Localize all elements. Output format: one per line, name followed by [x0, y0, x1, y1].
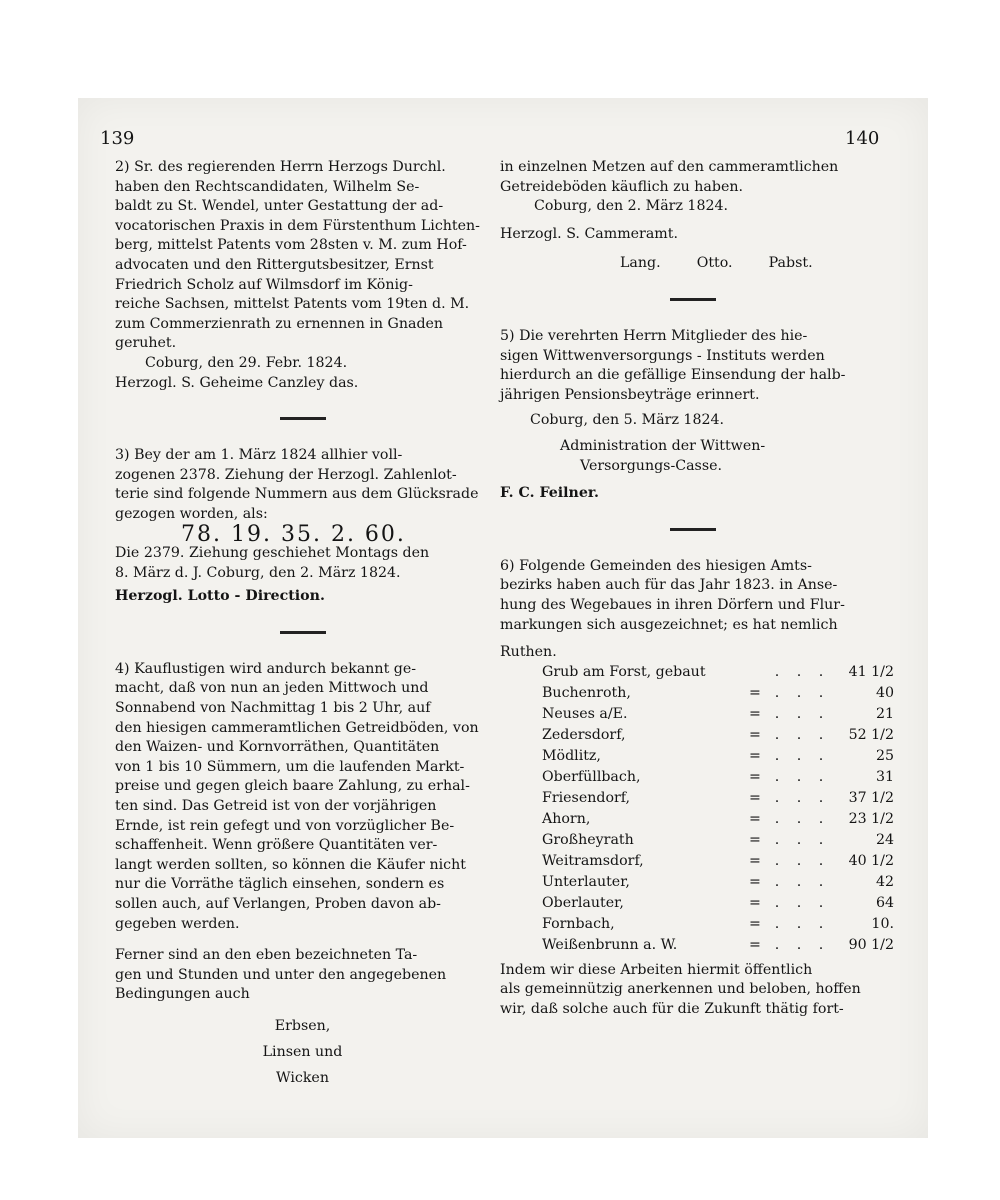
notice-4-text: 4) Kauflustigen wird andurch bekannt ge- macht, daß von nun an jeden Mittwoch und Sonnabend von Nachmittag 1 bis 2 Uhr, auf den hiesigen cammeramtlichen Getreidböden, von den Waizen- und Kornvorräthen, Quantitäten von 1 bis 10 Sümmern, um die laufenden Markt- preise und gegen gleich baare Zahlung, zu erhal- ten sind. Das Getreid ist von der vorjährigen Ernde, ist rein gefegt und von vorzüglicher Be- schaffenheit. Wenn größere Quantitäten ver- langt werden sollten, so können die Käufer nicht nur die Vorräthe täglich einsehen, sondern es sollen auch, auf Verlangen, Proben davon ab- gegeben werden. — [115, 660, 479, 932]
table-row — [542, 852, 894, 873]
notice-2-place-date: Coburg, den 29. Febr. 1824. — [145, 354, 348, 371]
leader-mark: . — [774, 727, 780, 744]
leader-mark: . — [774, 895, 780, 912]
leader-mark: . — [774, 937, 780, 954]
leader-mark — [744, 663, 766, 684]
notice-5-text: 5) Die verehrten Herrn Mitglieder des hie- sigen Wittwenversorgungs - Instituts werden hierdurch an die gefällige Einsendung der halb- jährigen Pensionsbeyträge erinnert. — [500, 327, 846, 403]
leader-mark: . — [796, 727, 802, 744]
village-ruthen-value: 90 1/2 — [848, 937, 894, 954]
leader-mark: . — [818, 811, 824, 828]
leader-mark: . — [818, 706, 824, 723]
village-ruthen-value: 42 — [875, 874, 894, 891]
villages-table — [542, 663, 894, 957]
leader-mark: . — [774, 874, 780, 891]
village-name: Ahorn, — [542, 811, 591, 828]
table-row — [542, 747, 894, 768]
table-row — [542, 789, 894, 810]
leader-mark: . — [774, 769, 780, 786]
table-row — [542, 873, 894, 894]
leader-mark: . — [796, 895, 802, 912]
leader-mark: . — [796, 748, 802, 765]
grain-item: Erbsen, — [274, 1017, 331, 1034]
section-divider — [670, 528, 716, 531]
village-name: Buchenroth, — [542, 685, 631, 702]
leader-mark: . — [774, 916, 780, 933]
village-name: Großheyrath — [542, 832, 634, 849]
village-name: Weißenbrunn a. W. — [542, 937, 678, 954]
leader-mark: . — [796, 706, 802, 723]
leader-mark: . — [774, 748, 780, 765]
leader-mark: . — [818, 727, 824, 744]
leader-mark: . — [774, 685, 780, 702]
leader-mark: . — [818, 853, 824, 870]
village-name: Unterlauter, — [542, 874, 630, 891]
notice-6-text: 6) Folgende Gemeinden des hiesigen Amts- bezirks haben auch für das Jahr 1823. in Anse- hung des Wegebaues in ihren Dörfern und Flur- markungen sich ausgezeichnet; es hat nemlich — [500, 557, 845, 633]
notice-2-signature: Herzogl. S. Geheime Canzley das. — [115, 374, 359, 391]
village-name: Mödlitz, — [542, 748, 601, 765]
village-ruthen-value: 64 — [875, 895, 894, 912]
leader-mark: = — [749, 937, 761, 954]
village-ruthen-value: 21 — [875, 706, 894, 723]
notice-2-text: 2) Sr. des regierenden Herrn Herzogs Durchl. haben den Rechtscandidaten, Wilhelm Se- baldt zu St. Wendel, unter Gestattung der ad- vocatorischen Praxis in dem Fürstenthum Lichten- berg, mittelst Patents vom 28sten v. M. zum Hof- advocaten und den Rittergutsbesitzer, Ernst Friedrich Scholz auf Wilmsdorf im König- reiche Sachsen, mittelst Patents vom 19ten d. M. zum Commerzienrath zu ernennen in Gnaden geruhet. — [115, 159, 480, 352]
village-ruthen-value: 23 1/2 — [848, 811, 894, 828]
table-row — [542, 726, 894, 747]
leader-mark: . — [818, 874, 824, 891]
notice-5-administration: Administration der Wittwen- Versorgungs-Casse. — [560, 437, 766, 474]
village-name: Neuses a/E. — [542, 706, 628, 723]
page-number-right: 140 — [845, 128, 880, 149]
village-name: Friesendorf, — [542, 790, 631, 807]
table-row — [542, 705, 894, 726]
leader-mark: . — [796, 853, 802, 870]
leader-mark: = — [749, 727, 761, 744]
table-row — [542, 768, 894, 789]
village-ruthen-value: 24 — [875, 832, 894, 849]
village-ruthen-value: 10. — [871, 916, 894, 933]
leader-mark: = — [749, 832, 761, 849]
leader-mark: . — [796, 790, 802, 807]
leader-mark: . — [818, 916, 824, 933]
leader-mark: . — [796, 769, 802, 786]
section-divider — [280, 417, 326, 420]
table-row — [542, 915, 894, 936]
village-ruthen-value: 40 1/2 — [848, 853, 894, 870]
table-row — [542, 810, 894, 831]
leader-mark: . — [796, 916, 802, 933]
leader-mark: . — [796, 937, 802, 954]
village-name: Grub am Forst, gebaut — [542, 664, 706, 681]
leader-mark: . — [796, 685, 802, 702]
leader-mark: = — [749, 916, 761, 933]
leader-mark: . — [774, 706, 780, 723]
leader-mark: = — [749, 706, 761, 723]
leader-mark: = — [749, 748, 761, 765]
leader-mark: . — [796, 832, 802, 849]
leader-mark: = — [749, 769, 761, 786]
notice-4-place-date: Coburg, den 2. März 1824. — [534, 198, 729, 215]
unit-header: Ruthen. — [500, 644, 557, 661]
village-name: Oberlauter, — [542, 895, 624, 912]
village-ruthen-value: 25 — [875, 748, 894, 765]
leader-mark: . — [818, 937, 824, 954]
leader-mark: . — [818, 664, 824, 681]
leader-mark: . — [796, 874, 802, 891]
leader-mark: . — [796, 664, 802, 681]
village-name: Fornbach, — [542, 916, 615, 933]
leader-mark: = — [749, 685, 761, 702]
leader-mark: . — [818, 748, 824, 765]
village-name: Oberfüllbach, — [542, 769, 641, 786]
notice-4-names: Lang. Otto. Pabst. — [620, 255, 813, 272]
leader-mark: . — [774, 790, 780, 807]
notice-5-place-date: Coburg, den 5. März 1824. — [530, 412, 725, 429]
page-number-left: 139 — [100, 128, 135, 149]
table-row — [542, 936, 894, 957]
leader-mark: = — [749, 874, 761, 891]
leader-mark: . — [818, 832, 824, 849]
village-ruthen-value: 41 1/2 — [848, 664, 894, 681]
notice-3-signature: Herzogl. Lotto - Direction. — [115, 588, 325, 605]
left-column — [115, 158, 490, 1091]
leader-mark: . — [796, 811, 802, 828]
leader-mark: . — [818, 769, 824, 786]
village-ruthen-value: 31 — [875, 769, 894, 786]
notice-4-further: Ferner sind an den eben bezeichneten Ta- gen und Stunden und unter den angegebenen Bedingungen auch — [115, 947, 447, 1003]
notice-3-next-draw: Die 2379. Ziehung geschiehet Montags den 8. März d. J. Coburg, den 2. März 1824. — [115, 545, 430, 581]
village-ruthen-value: 37 1/2 — [848, 790, 894, 807]
section-divider — [670, 298, 716, 301]
notice-5-signature: F. C. Feilner. — [500, 485, 599, 502]
notice-3-text: 3) Bey der am 1. März 1824 allhier voll- zogenen 2378. Ziehung der Herzogl. Zahlenlot- terie sind folgende Nummern aus dem Glücksrade gezogen worden, als: — [115, 447, 479, 522]
leader-mark: . — [774, 811, 780, 828]
leader-mark: . — [818, 685, 824, 702]
lottery-numbers: 78. 19. 35. 2. 60. — [181, 521, 406, 547]
leader-mark: . — [774, 832, 780, 849]
village-ruthen-value: 52 1/2 — [848, 727, 894, 744]
leader-mark: . — [818, 895, 824, 912]
table-row — [542, 831, 894, 852]
table-row — [542, 684, 894, 705]
grain-item: Linsen und — [262, 1043, 343, 1060]
leader-mark: . — [774, 664, 780, 681]
table-row — [542, 663, 894, 684]
grain-list — [115, 1013, 490, 1091]
leader-mark: = — [749, 853, 761, 870]
grain-item: Wicken — [276, 1069, 329, 1086]
village-name: Weitramsdorf, — [542, 853, 644, 870]
notice-4-signature: Herzogl. S. Cammeramt. — [500, 225, 678, 242]
right-column — [500, 158, 894, 1019]
village-ruthen-value: 40 — [875, 685, 894, 702]
leader-mark: = — [749, 790, 761, 807]
notice-4-continued: in einzelnen Metzen auf den cammeramtlichen Getreideböden käuflich zu haben. — [500, 159, 839, 195]
notice-6-closing: Indem wir diese Arbeiten hiermit öffentlich als gemeinnützig anerkennen und beloben, hoffen wir, daß solche auch für die Zukunft thätig fort- — [500, 961, 861, 1017]
leader-mark: . — [818, 790, 824, 807]
leader-mark: = — [749, 811, 761, 828]
leader-mark: . — [774, 853, 780, 870]
table-row — [542, 894, 894, 915]
section-divider — [280, 631, 326, 634]
leader-mark: = — [749, 895, 761, 912]
village-name: Zedersdorf, — [542, 727, 626, 744]
